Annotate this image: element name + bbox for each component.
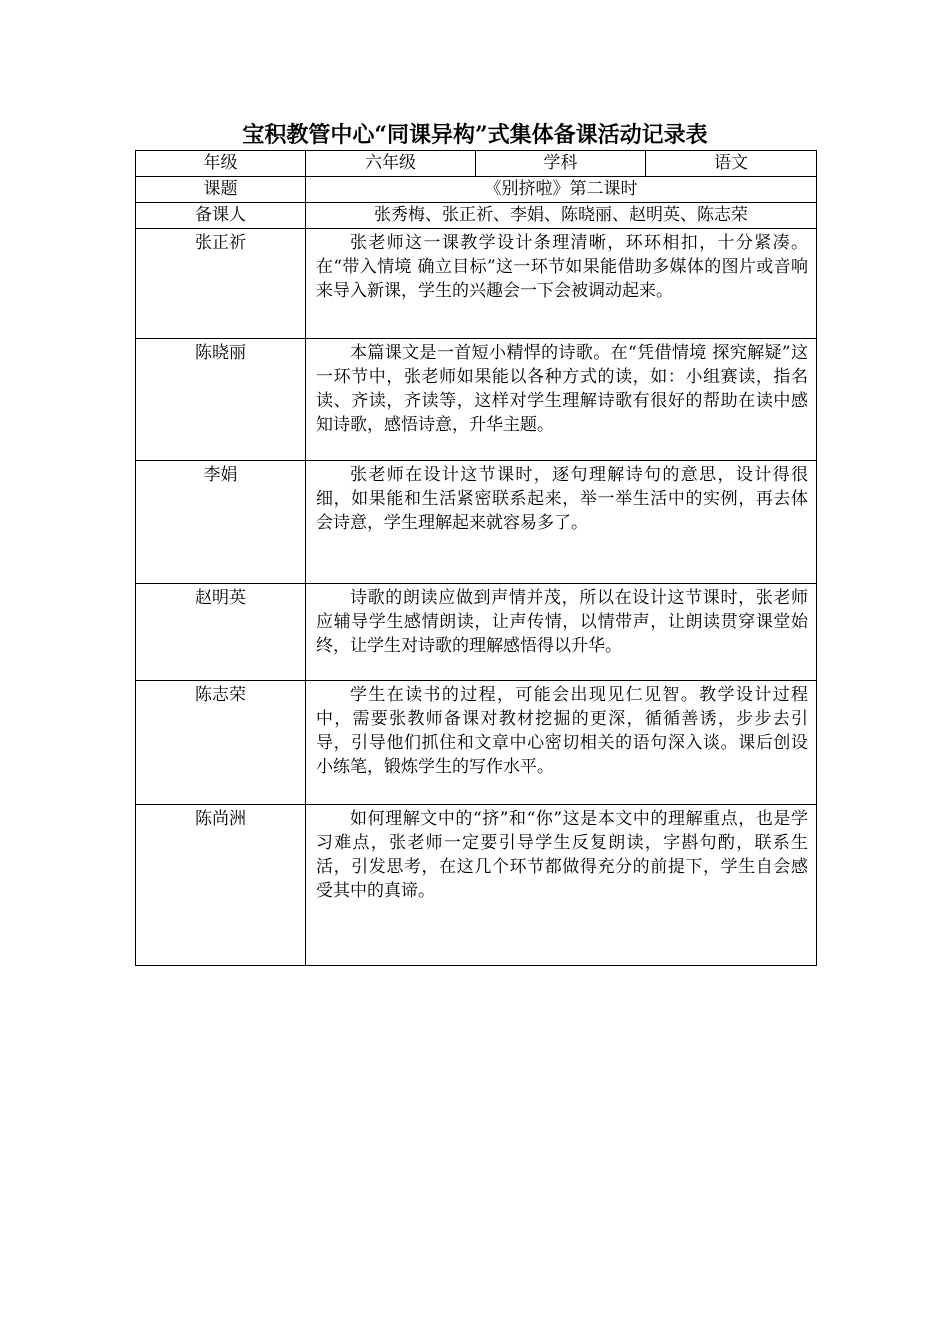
document-title: 宝积教管中心“同课异构”式集体备课活动记录表 <box>242 122 708 148</box>
topic-label: 课题 <box>136 177 306 203</box>
preparers-label: 备课人 <box>136 203 306 229</box>
topic-value: 《别挤啦》第二课时 <box>306 177 817 203</box>
comment-text: 张老师在设计这节课时，逐句理解诗句的意思，设计得很细，如果能和生活紧密联系起来，举一举生活中的实例，再去体会诗意，学生理解起来就容易多了。 <box>306 461 817 584</box>
comment-row <box>136 461 817 584</box>
comment-row <box>136 584 817 681</box>
preparers-value: 张秀梅、张正祈、李娟、陈晓丽、赵明英、陈志荣 <box>306 203 817 229</box>
preparers-row <box>136 203 817 229</box>
grade-label: 年级 <box>136 151 306 177</box>
commenter-name: 陈晓丽 <box>136 339 306 461</box>
commenter-name: 陈尚洲 <box>136 805 306 966</box>
grade-value: 六年级 <box>306 151 476 177</box>
comment-text: 诗歌的朗读应做到声情并茂，所以在设计这节课时，张老师应辅导学生感情朗读，让声传情，以情带声，让朗读贯穿课堂始终，让学生对诗歌的理解感悟得以升华。 <box>306 584 817 681</box>
comment-row <box>136 681 817 805</box>
comment-row <box>136 339 817 461</box>
subject-label: 学科 <box>476 151 646 177</box>
comment-text: 如何理解文中的“挤”和“你”这是本文中的理解重点，也是学习难点，张老师一定要引导学生反复朗读，字斟句酌，联系生活，引发思考，在这几个环节都做得充分的前提下，学生自会感受其中的真谛。 <box>306 805 817 966</box>
commenter-name: 陈志荣 <box>136 681 306 805</box>
record-table <box>135 150 817 966</box>
comment-row <box>136 229 817 339</box>
comment-row <box>136 805 817 966</box>
comment-text: 张老师这一课教学设计条理清晰，环环相扣，十分紧凑。在“带入情境 确立目标”这一环节如果能借助多媒体的图片或音响来导入新课，学生的兴趣会一下会被调动起来。 <box>306 229 817 339</box>
comment-text: 学生在读书的过程，可能会出现见仁见智。教学设计过程中，需要张教师备课对教材挖掘的更深，循循善诱，步步去引导，引导他们抓住和文章中心密切相关的语句深入谈。课后创设小练笔，锻炼学生的写作水平。 <box>306 681 817 805</box>
commenter-name: 赵明英 <box>136 584 306 681</box>
header-row <box>136 151 817 177</box>
commenter-name: 张正祈 <box>136 229 306 339</box>
subject-value: 语文 <box>646 151 817 177</box>
commenter-name: 李娟 <box>136 461 306 584</box>
topic-row <box>136 177 817 203</box>
comment-text: 本篇课文是一首短小精悍的诗歌。在“凭借情境 探究解疑”这一环节中，张老师如果能以各种方式的读，如：小组赛读，指名读、齐读，齐读等，这样对学生理解诗歌有很好的帮助在读中感知诗歌，感悟诗意，升华主题。 <box>306 339 817 461</box>
